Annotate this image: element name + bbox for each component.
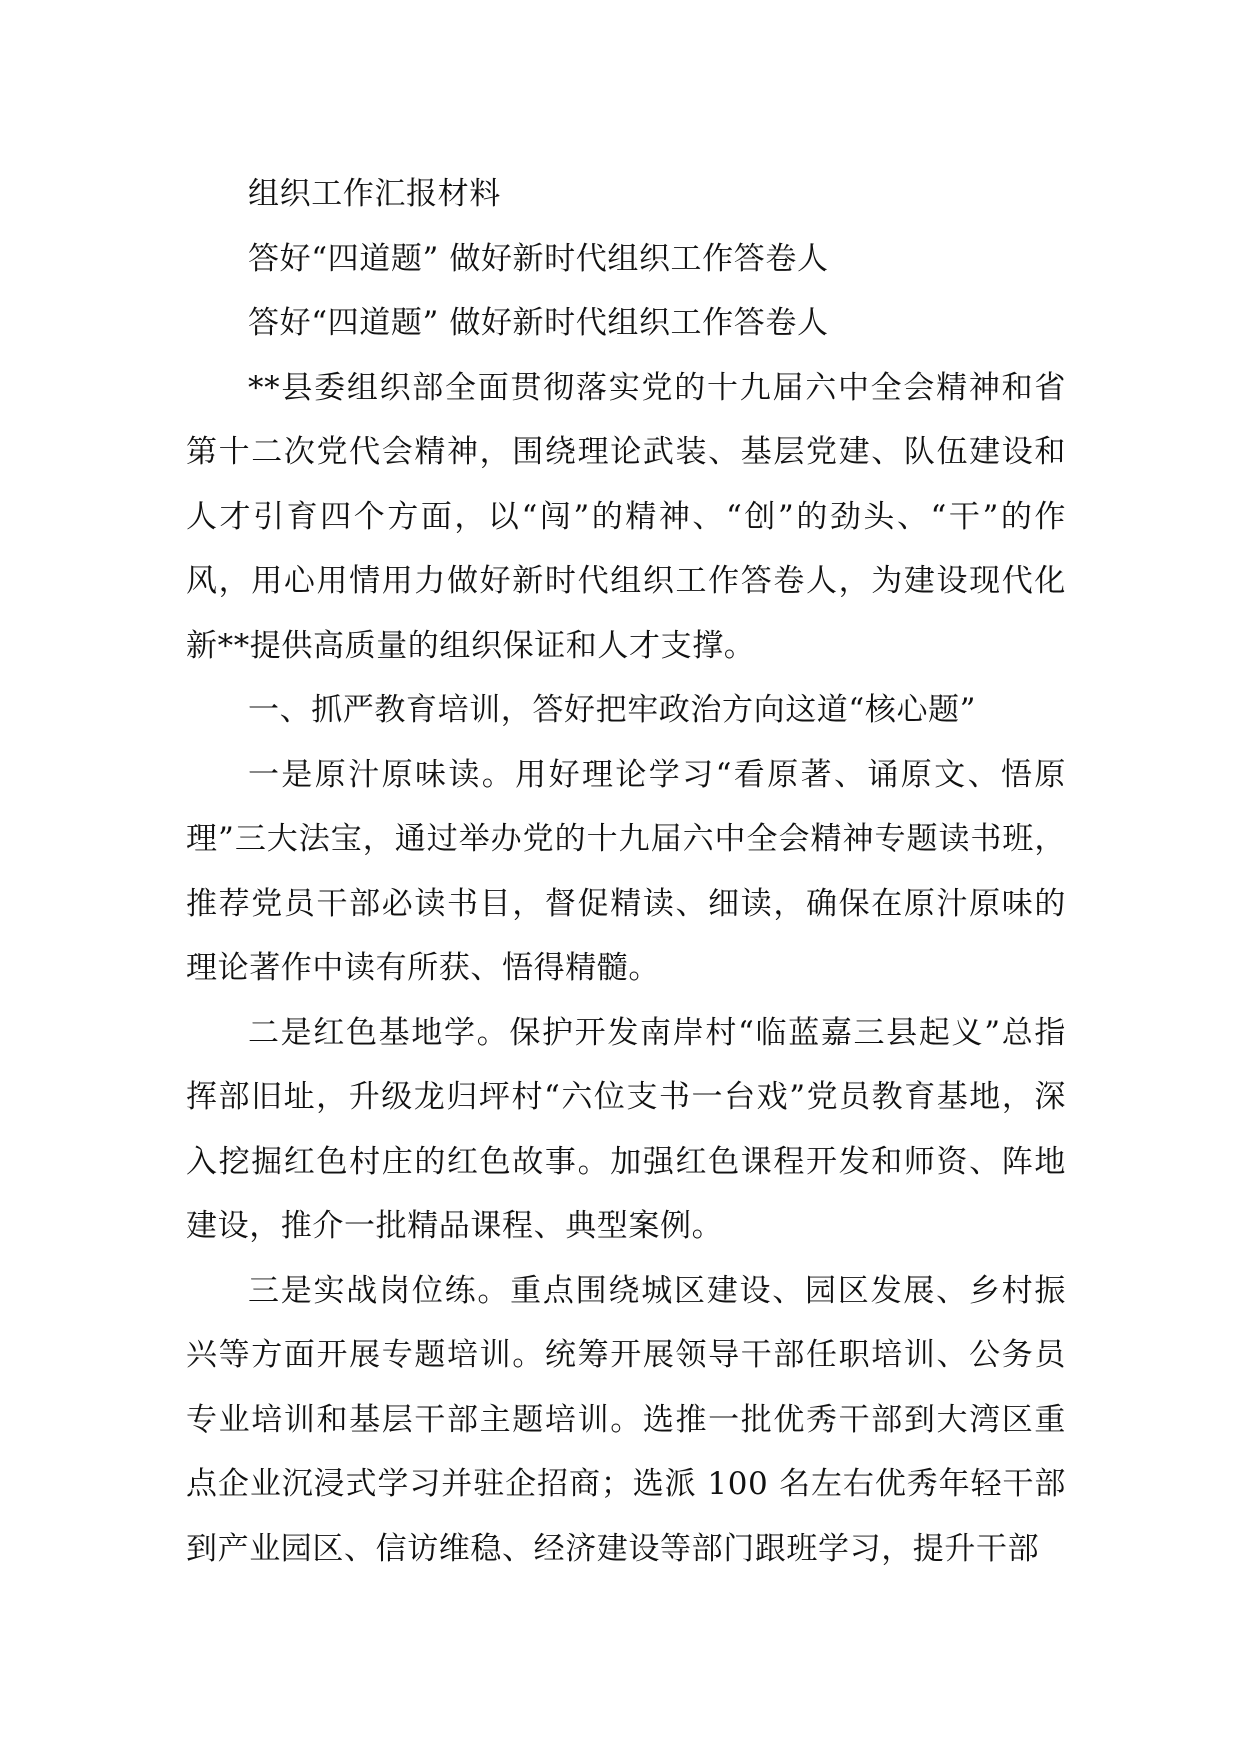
body-paragraph-3: 三是实战岗位练。重点围绕城区建设、园区发展、乡村振兴等方面开展专题培训。统筹开展领导干部任职培训、公务员专业培训和基层干部主题培训。选推一批优秀干部到大湾区重点企业沉浸式学习并驻企招商；选派 100 名左右优秀年轻干部到产业园区、信访维稳、经济建设等部门跟班学习，提升干部 [186, 1272, 1066, 1567]
headline: 答好“四道题” 做好新时代组织工作答卷人 [248, 240, 829, 277]
document-body [186, 162, 1066, 1581]
document-title: 组织工作汇报材料 [248, 176, 501, 212]
section-heading: 一、抓严教育培训，答好把牢政治方向这道“核心题” [248, 692, 977, 728]
body-paragraph-1: 一是原汁原味读。用好理论学习“看原著、诵原文、悟原理”三大法宝，通过举办党的十九届六中全会精神专题读书班，推荐党员干部必读书目，督促精读、细读，确保在原汁原味的理论著作中读有所获、悟得精髓。 [186, 756, 1066, 986]
subheadline: 答好“四道题” 做好新时代组织工作答卷人 [248, 305, 829, 341]
body-paragraph-2: 二是红色基地学。保护开发南岸村“临蓝嘉三县起义”总指挥部旧址，升级龙归坪村“六位支书一台戏”党员教育基地，深入挖掘红色村庄的红色故事。加强红色课程开发和师资、阵地建设，推介一批精品课程、典型案例。 [186, 1014, 1066, 1244]
intro-paragraph: **县委组织部全面贯彻落实党的十九届六中全会精神和省第十二次党代会精神，围绕理论武装、基层党建、队伍建设和人才引育四个方面，以“闯”的精神、“创”的劲头、“干”的作风，用心用情用力做好新时代组织工作答卷人，为建设现代化新**提供高质量的组织保证和人才支撑。 [186, 369, 1066, 664]
